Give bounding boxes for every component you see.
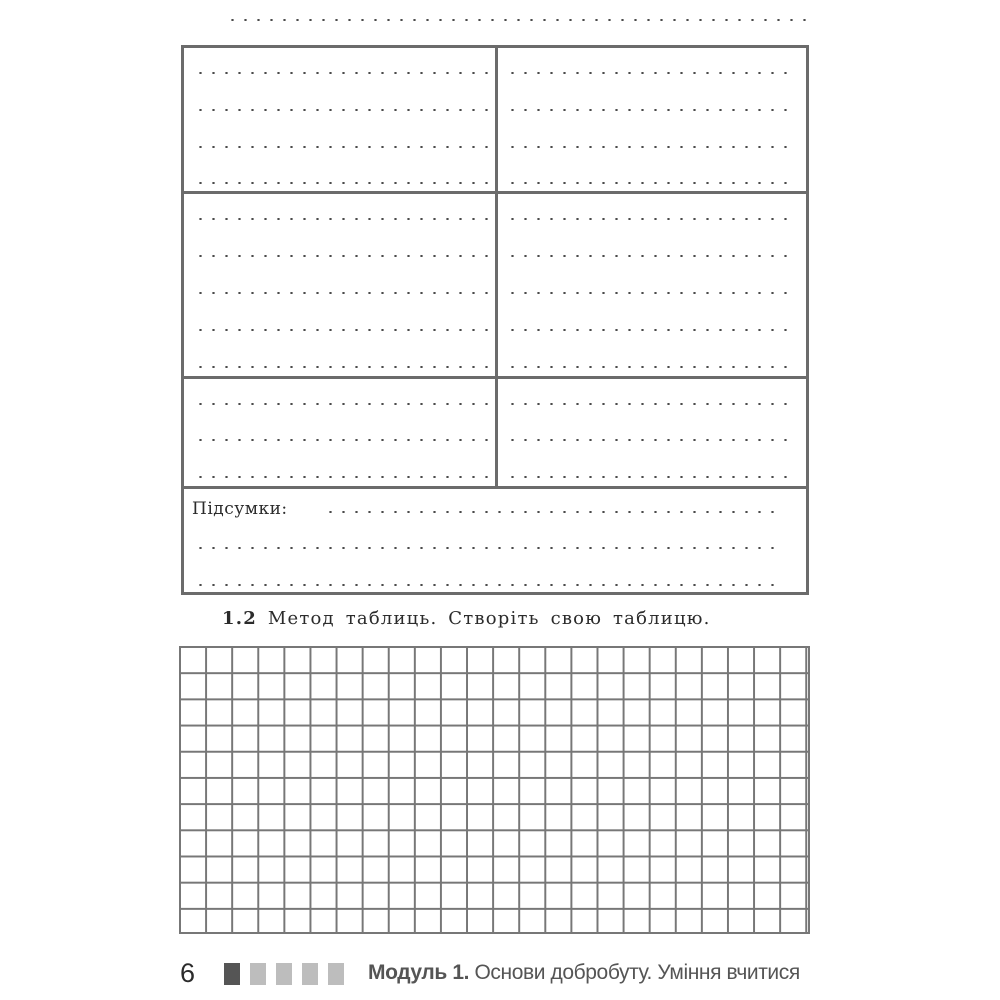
dotted-line	[506, 218, 796, 220]
dotted-line	[194, 109, 489, 111]
dotted-line	[506, 109, 796, 111]
dotted-line	[506, 255, 796, 257]
dotted-line	[506, 476, 796, 478]
dotted-line	[194, 329, 489, 331]
dotted-line	[194, 547, 782, 549]
dotted-line	[194, 255, 489, 257]
page-footer	[180, 957, 820, 989]
task-text: Метод таблиць. Створіть свою таблицю.	[267, 608, 711, 629]
dotted-line	[506, 146, 796, 148]
dotted-line	[324, 511, 782, 513]
module-label: Модуль 1.	[368, 961, 470, 984]
dotted-line	[194, 366, 489, 368]
dotted-line	[194, 182, 489, 184]
square-grid[interactable]	[179, 646, 810, 934]
progress-square-empty	[328, 963, 344, 985]
dotted-line	[506, 182, 796, 184]
dotted-line	[194, 584, 782, 586]
progress-square-empty	[250, 963, 266, 985]
dotted-line	[194, 403, 489, 405]
task-heading	[222, 608, 711, 629]
dotted-line	[506, 72, 796, 74]
dotted-line	[194, 476, 489, 478]
dotted-line	[194, 72, 489, 74]
dotted-line	[506, 292, 796, 294]
column-divider	[495, 48, 498, 488]
task-number: 1.2	[222, 608, 257, 629]
page-number: 6	[180, 958, 196, 988]
summary-label: Підсумки:	[192, 499, 288, 519]
progress-square-filled	[224, 963, 240, 985]
module-title: Основи добробуту. Уміння вчитися	[474, 961, 800, 984]
dotted-line	[506, 439, 796, 441]
dotted-line	[194, 218, 489, 220]
footer-text	[368, 957, 800, 989]
progress-square-empty	[302, 963, 318, 985]
dotted-line	[194, 146, 489, 148]
progress-square-empty	[276, 963, 292, 985]
dotted-line	[506, 329, 796, 331]
dotted-line	[506, 366, 796, 368]
top-dotted-line	[226, 19, 810, 21]
notes-table	[181, 45, 809, 595]
dotted-line	[194, 439, 489, 441]
dotted-line	[506, 403, 796, 405]
dotted-line	[194, 292, 489, 294]
